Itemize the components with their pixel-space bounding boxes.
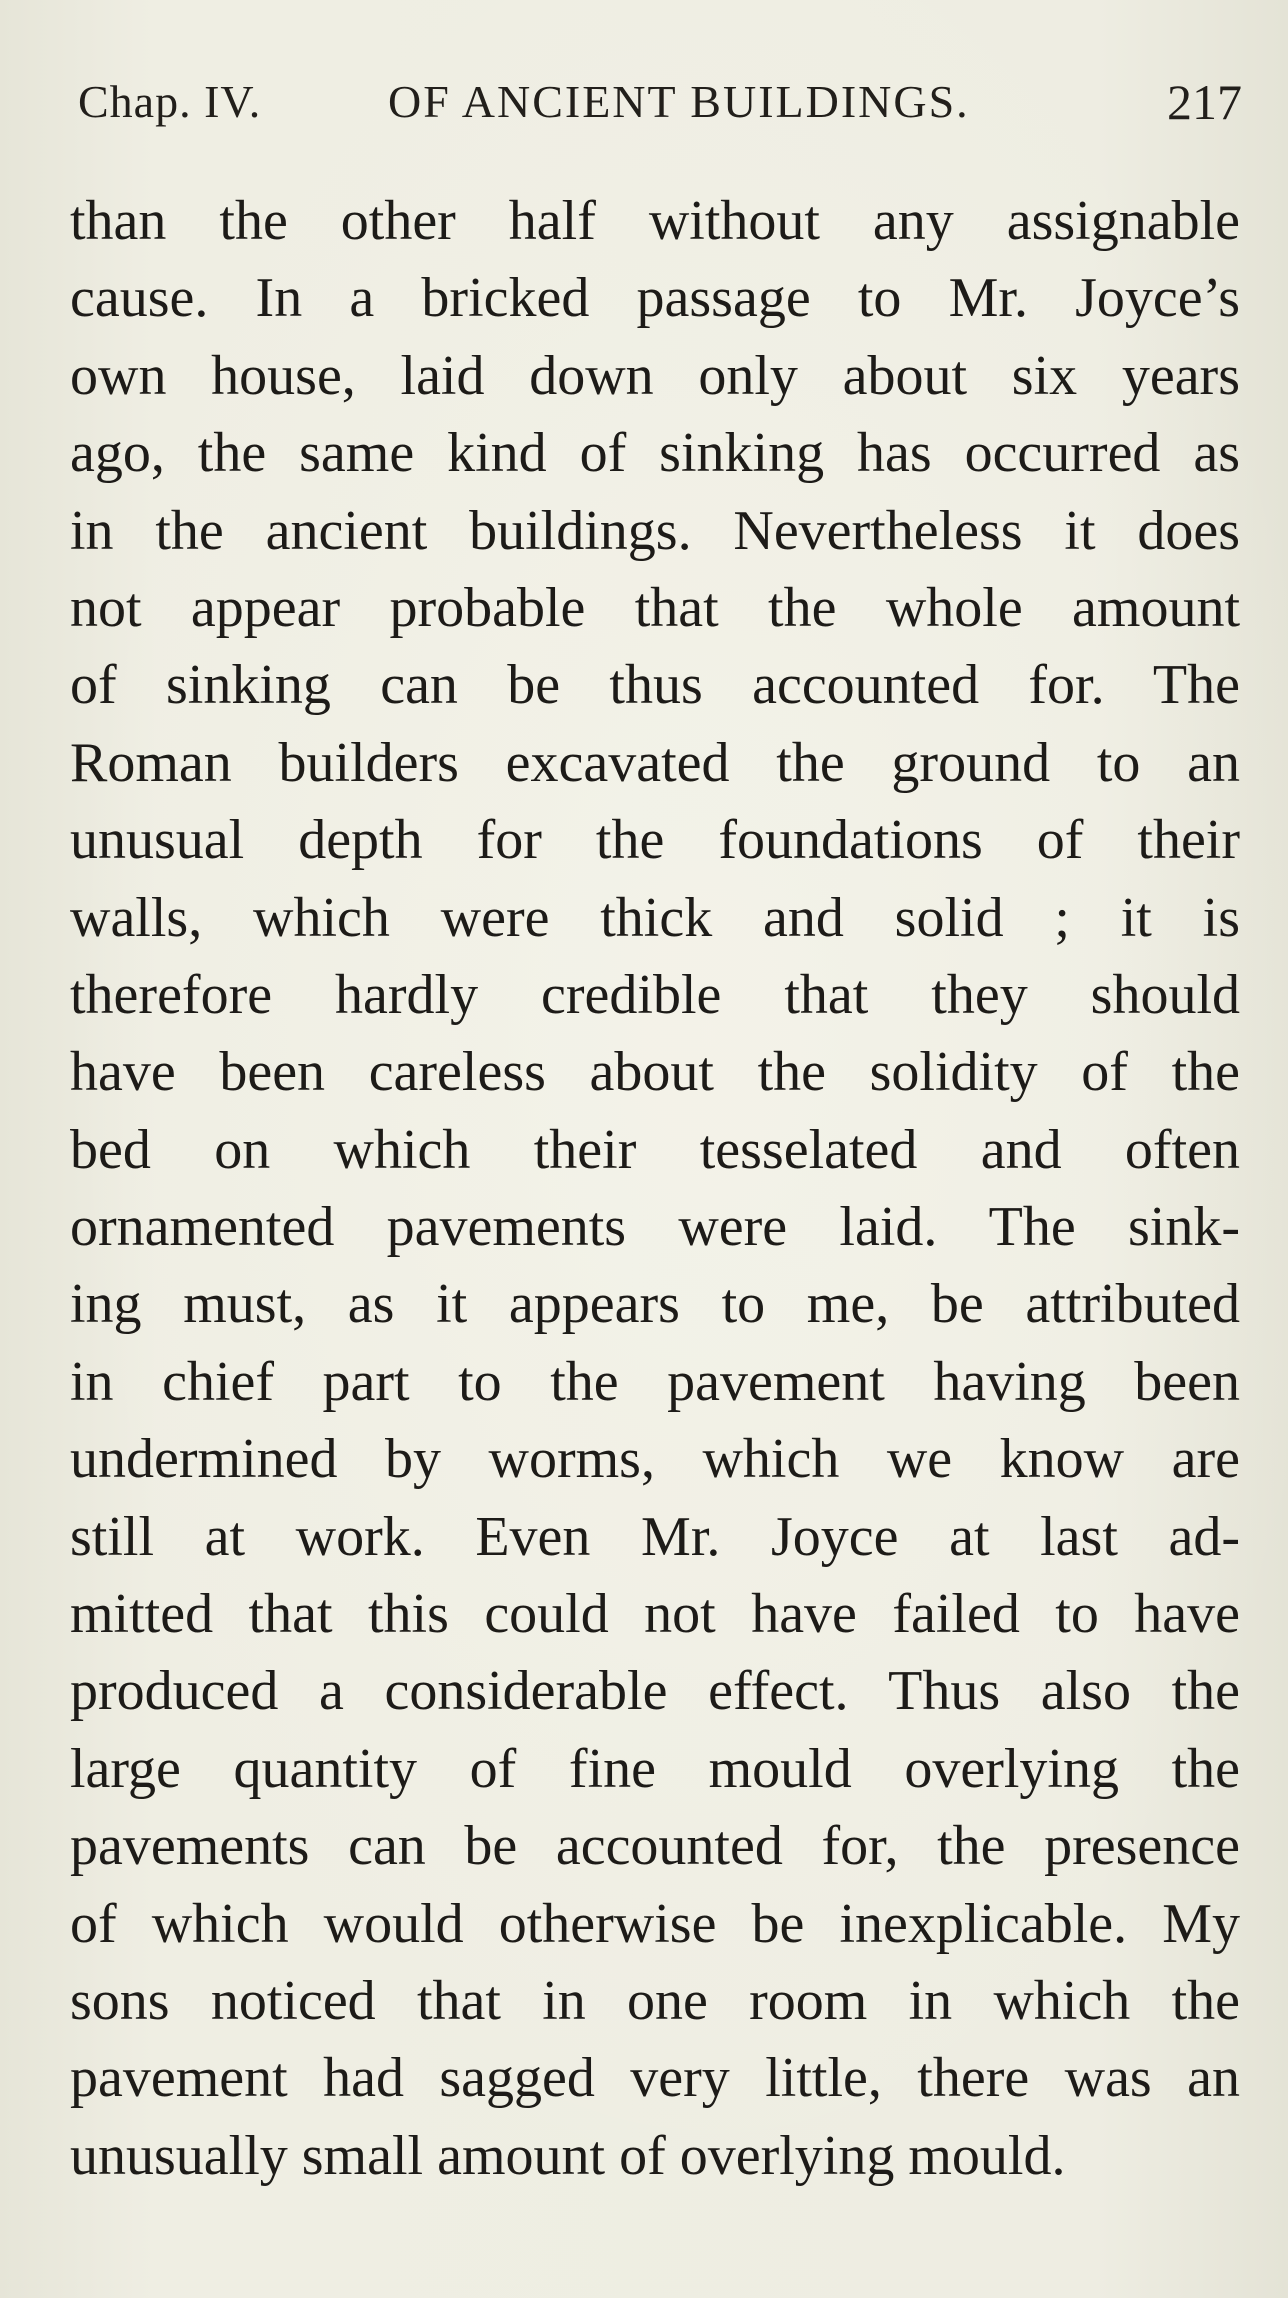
text-line: Roman builders excavated the ground to an — [70, 731, 1240, 794]
text-line: in chief part to the pavement having been — [70, 1350, 1240, 1413]
text-line: of which would otherwise be inexplicable. My — [70, 1892, 1240, 1955]
text-line: still at work. Even Mr. Joyce at last ad- — [70, 1505, 1240, 1568]
text-line: unusually small amount of overlying mould. — [70, 2124, 1066, 2187]
text-line: walls, which were thick and solid ; it is — [70, 886, 1240, 949]
text-line: ornamented pavements were laid. The sink- — [70, 1196, 1240, 1259]
text-line: not appear probable that the whole amount — [70, 576, 1240, 639]
text-line: of sinking can be thus accounted for. The — [70, 654, 1240, 717]
chapter-label: Chap. IV. — [78, 76, 262, 127]
text-line: ing must, as it appears to me, be attributed — [70, 1273, 1240, 1336]
text-line: than the other half without any assignable — [70, 190, 1240, 252]
text-line: bed on which their tesselated and often — [70, 1118, 1240, 1181]
text-line: pavement had sagged very little, there was an — [70, 2047, 1240, 2110]
text-line: mitted that this could not have failed to have — [70, 1583, 1240, 1646]
text-line: large quantity of fine mould overlying the — [70, 1737, 1240, 1800]
chapter-title: OF ANCIENT BUILDINGS. — [388, 76, 970, 127]
text-line: therefore hardly credible that they should — [70, 963, 1240, 1026]
text-line: own house, laid down only about six years — [70, 344, 1240, 407]
text-line: ago, the same kind of sinking has occurred as — [70, 422, 1240, 485]
text-line: have been careless about the solidity of the — [70, 1041, 1240, 1104]
text-line: cause. In a bricked passage to Mr. Joyce’s — [70, 267, 1240, 330]
text-line: pavements can be accounted for, the presence — [70, 1815, 1240, 1878]
text-line: sons noticed that in one room in which the — [70, 1969, 1240, 2032]
running-head — [78, 72, 1242, 132]
text-line: produced a considerable effect. Thus also the — [70, 1660, 1240, 1723]
body-text — [70, 183, 1240, 2195]
text-line: in the ancient buildings. Nevertheless it does — [70, 499, 1240, 562]
text-line: undermined by worms, which we know are — [70, 1428, 1240, 1491]
page-number: 217 — [1167, 74, 1242, 130]
text-line: unusual depth for the foundations of their — [70, 809, 1240, 872]
